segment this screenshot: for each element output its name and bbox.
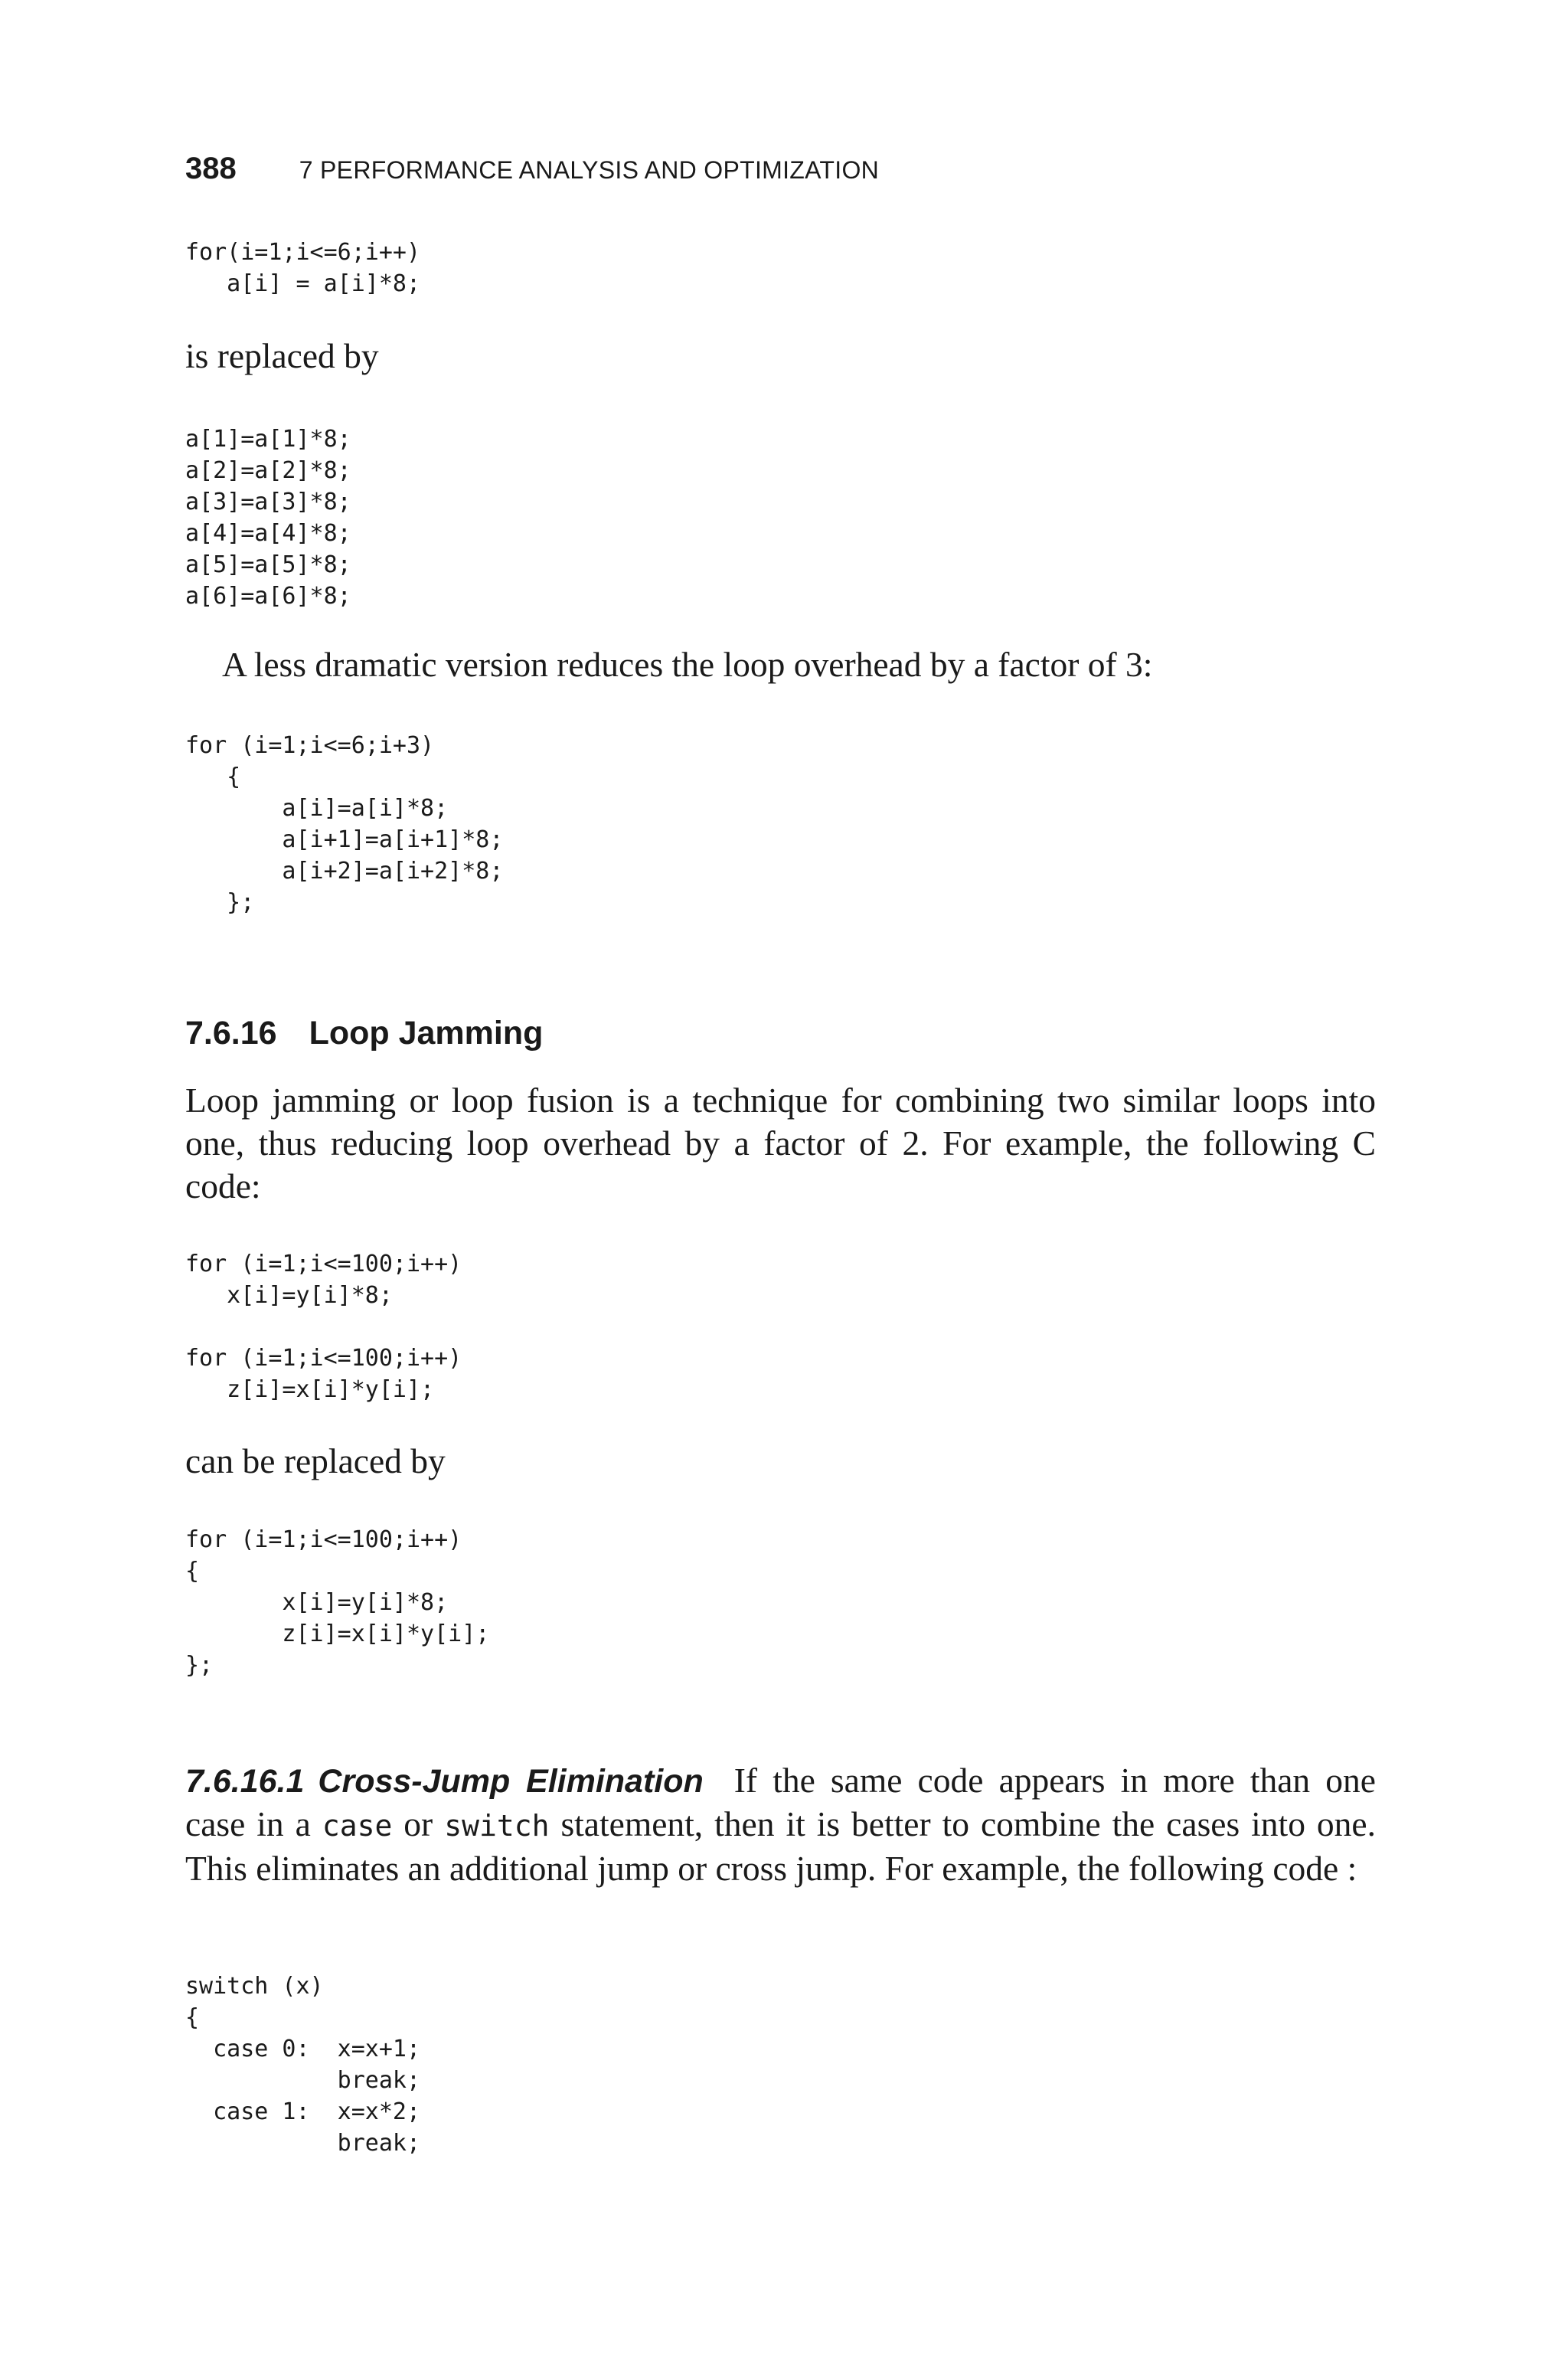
text-can-be-replaced: can be replaced by [185,1441,446,1480]
subsection-number: 7.6.16.1 [185,1763,305,1800]
cross-jump-text-3: statement, then it is better to combine the cases into one. This eliminates an additional jump or cross jump. For example, the following code : [185,1804,1376,1888]
cross-jump-text-2: or [392,1804,445,1843]
page-header [185,152,879,186]
subsection-heading [185,1763,704,1800]
code-unroll-original: for(i=1;i<=6;i++) a[i] = a[i]*8; [185,239,421,297]
text-replaced-by: is replaced by [185,336,379,375]
code-unroll-full: a[1]=a[1]*8; a[2]=a[2]*8; a[3]=a[3]*8; a[4]=a[4]*8; a[5]=a[5]*8; a[6]=a[6]*8; [185,426,351,610]
section-title: Loop Jamming [309,1015,544,1052]
text-loop-jamming: Loop jamming or loop fusion is a technique for combining two similar loops into one, thus reducing loop overhead by a factor of 2. For example, the following C code: [185,1081,1376,1205]
section-number: 7.6.16 [185,1015,277,1052]
inline-code-switch: switch [444,1809,550,1843]
code-jam-original: for (i=1;i<=100;i++) x[i]=y[i]*8; for (i=1;i<=100;i++) z[i]=x[i]*y[i]; [185,1251,462,1403]
code-unroll-partial: for (i=1;i<=6;i+3) { a[i]=a[i]*8; a[i+1]=a[i+1]*8; a[i+2]=a[i+2]*8; }; [185,732,504,916]
subsection-title: Cross-Jump Elimination [318,1763,704,1800]
inline-code-case: case [322,1809,393,1843]
code-switch-block: switch (x) { case 0: x=x+1; break; case 1: x=x*2; break; [185,1973,421,2157]
cross-jump-paragraph [185,1759,1376,1890]
cross-jump-text-1: If the same code appears in more than one case in a [185,1761,1376,1843]
running-head: 7 PERFORMANCE ANALYSIS AND OPTIMIZATION [299,156,880,184]
text-less-dramatic: A less dramatic version reduces the loop overhead by a factor of 3: [222,645,1153,684]
section-heading [185,1015,543,1052]
code-jam-fused: for (i=1;i<=100;i++) { x[i]=y[i]*8; z[i]=x[i]*y[i]; }; [185,1526,490,1679]
page-number: 388 [185,152,237,185]
